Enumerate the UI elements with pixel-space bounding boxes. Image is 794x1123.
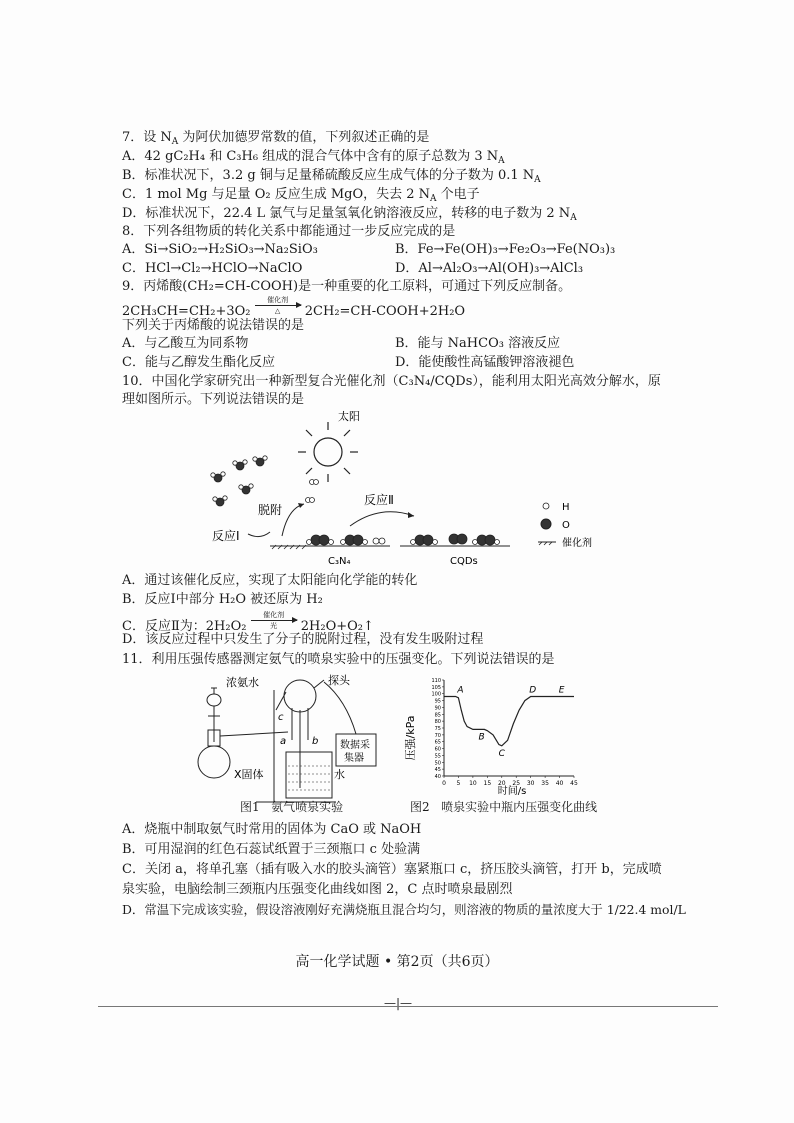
chart-x-tick-label: 20	[497, 780, 506, 787]
chart-x-tick-label: 10	[469, 780, 477, 787]
label-c: c	[278, 712, 284, 723]
chart-x-tick-label: 15	[483, 780, 492, 787]
chart-point-label: B	[478, 732, 485, 743]
chart-y-tick-label: 60	[434, 746, 441, 753]
q9-equation: 2CH₃CH=CH₂+3O₂ 催化剂 △ 2CH₂=CH-COOH+2H₂O	[122, 296, 466, 319]
fig-label-c3n4: C₃N₄	[328, 556, 351, 567]
bottom-rule	[98, 1006, 718, 1007]
q11-option-d: D．常温下完成该实验，假设溶液刚好充满烧瓶且混合均匀，则溶液的物质的量浓度大于 1/22.4 mol/L	[122, 902, 686, 917]
chart-x-tick-label: 45	[570, 780, 578, 787]
q10-option-c: C．反应Ⅱ为：2H₂O₂ 催化剂 光 2H₂O+O₂↑	[122, 611, 374, 634]
q10-option-b: B．反应Ⅰ中部分 H₂O 被还原为 H₂	[122, 592, 323, 607]
q8-option-c: C．HCl→Cl₂→HClO→NaClO	[122, 261, 303, 276]
q9-row1	[122, 336, 722, 352]
q7-option-b: B．标准状况下，3.2 g 铜与足量稀硫酸反应生成气体的分子数为 0.1 $N_A$	[122, 168, 541, 185]
legend-h: H	[562, 502, 570, 513]
flask-icon	[198, 746, 230, 778]
funnel-icon	[207, 694, 221, 706]
sun-icon	[298, 422, 358, 482]
chart-y-tick-label: 75	[434, 726, 441, 732]
q11-figure2-chart	[404, 672, 584, 797]
chart-y-tick-label: 90	[434, 705, 441, 712]
label-b: b	[312, 736, 319, 747]
q10-figure	[200, 408, 620, 568]
q7-option-a: A．42 gC₂H₄ 和 C₃H₆ 组成的混合气体中含有的原子总数为 3 $N_A$	[122, 149, 505, 166]
page-footer: 高一化学试题 • 第2页（共6页）	[295, 954, 499, 970]
q10-option-d: D．该反应过程中只发生了分子的脱附过程，没有发生吸附过程	[122, 632, 484, 647]
q11-stem: 11．利用压强传感器测定氨气的喷泉实验中的压强变化。下列说法错误的是	[122, 652, 555, 667]
chart-y-tick-label: 110	[431, 678, 441, 684]
label-solid: X固体	[234, 768, 264, 781]
q9-option-d: D．能使酸性高锰酸钾溶液褪色	[395, 355, 575, 370]
hydrogen-legend-icon	[543, 503, 549, 509]
chart-y-tick-label: 70	[434, 732, 441, 739]
reaction-arrow: 催化剂 △	[255, 296, 301, 315]
chart-xlabel: 时间/s	[497, 786, 527, 797]
legend-catalyst: 催化剂	[562, 538, 592, 549]
q10-stem-line2: 理如图所示。下列说法错误的是	[122, 392, 305, 407]
q8-option-a: A．Si→SiO₂→H₂SiO₃→Na₂SiO₃	[122, 242, 318, 257]
q11-option-c-line2: 泉实验，电脑绘制三颈瓶内压强变化曲线如图 2，C 点时喷泉最剧烈	[122, 882, 513, 897]
chart-y-tick-label: 105	[431, 684, 441, 691]
q9-option-a: A．与乙酸互为同系物	[122, 336, 249, 351]
chart-y-tick-label: 95	[434, 698, 441, 705]
chart-y-tick-label: 55	[434, 753, 441, 760]
chart-y-tick-label: 65	[434, 739, 441, 746]
q9-sub-stem: 下列关于丙烯酸的说法错误的是	[122, 318, 305, 333]
three-neck-flask-icon	[284, 680, 316, 712]
chart-y-tick-label: 40	[434, 774, 441, 780]
legend	[538, 502, 592, 549]
label-a: a	[280, 736, 287, 747]
chart-y-tick-label: 100	[431, 691, 441, 698]
q8-row2	[122, 261, 722, 277]
q7-option-d: D．标准状况下，22.4 L 氯气与足量氢氧化钠溶液反应，转移的电子数为 2 $N_A$	[122, 206, 577, 223]
label-collector-2: 集器	[344, 753, 364, 764]
q7-stem: 7．设 $N_A$ 为阿伏加德罗常数的值，下列叙述正确的是	[122, 130, 430, 147]
fig-label-desorb: 脱附	[258, 503, 283, 517]
fig-label-sun: 太阳	[338, 410, 360, 423]
hydrogen-molecules	[306, 480, 319, 503]
q11-option-b: B．可用湿润的红色石蕊试纸置于三颈瓶口 c 处验满	[122, 842, 421, 857]
chart-y-tick-label: 45	[434, 767, 441, 774]
page-mark: —|—	[384, 996, 413, 1010]
chart-x-tick-label: 30	[526, 780, 535, 787]
chart-point-label: E	[558, 685, 565, 696]
q8-option-d: D．Al→Al₂O₃→Al(OH)₃→AlCl₃	[395, 261, 584, 276]
chart-x-tick-label: 5	[456, 780, 461, 787]
fig-label-reaction2: 反应Ⅱ	[364, 493, 394, 507]
fig-label-reaction1: 反应Ⅰ	[212, 529, 240, 543]
chart-point-label: C	[498, 748, 505, 759]
reaction-arrow: 催化剂 光	[251, 611, 297, 630]
fig-label-cqds: CQDs	[450, 556, 478, 567]
q8-option-b: B．Fe→Fe(OH)₃→Fe₂O₃→Fe(NO₃)₃	[395, 242, 616, 257]
oxygen-legend-icon	[541, 519, 551, 529]
q11-figure1	[196, 670, 392, 816]
beaker-icon	[286, 752, 332, 798]
label-water: 水	[334, 768, 345, 781]
chart-y-tick-label: 50	[434, 760, 441, 767]
chart-x-tick-label: 25	[512, 780, 521, 787]
legend-o: O	[562, 520, 570, 531]
chart-point-label: D	[529, 685, 537, 696]
q9-option-b: B．能与 NaHCO₃ 溶液反应	[395, 336, 561, 351]
chart-point-label: A	[457, 685, 464, 696]
desorb-arrow	[282, 504, 304, 536]
chart-ylabel: 压强/kPa	[404, 715, 417, 761]
label-ammonia: 浓氨水	[226, 676, 259, 689]
label-collector-1: 数据采	[340, 740, 370, 751]
q8-stem: 8．下列各组物质的转化关系中都能通过一步反应完成的是	[122, 224, 456, 239]
fig2-caption: 图2 喷泉实验中瓶内压强变化曲线	[410, 800, 598, 814]
chart-x-tick-label: 0	[442, 780, 446, 787]
reaction2-arrow	[350, 512, 414, 526]
chart-y-tick-label: 85	[434, 712, 441, 719]
label-probe: 探头	[328, 674, 350, 687]
chart-x-tick-label: 40	[555, 780, 564, 787]
chart-x-tick-label: 35	[541, 780, 549, 787]
q9-option-c: C．能与乙醇发生酯化反应	[122, 355, 275, 370]
chart-series-line	[444, 697, 574, 746]
q9-stem: 9．丙烯酸(CH₂=CH-COOH)是一种重要的化工原料，可通过下列反应制备。	[122, 279, 572, 294]
fig1-caption: 图1 氨气喷泉实验	[240, 800, 344, 814]
water-molecules	[211, 456, 267, 506]
chart-y-tick-label: 80	[434, 719, 441, 726]
q11-option-c-line1: C．关闭 a，将单孔塞（插有吸入水的胶头滴管）塞紧瓶口 c，挤压胶头滴管，打开 b，完成喷	[122, 862, 662, 877]
q11-option-a: A．烧瓶中制取氨气时常用的固体为 CaO 或 NaOH	[122, 822, 422, 837]
q8-row1	[122, 242, 722, 258]
q7-option-c: C．1 mol Mg 与足量 O₂ 反应生成 MgO，失去 2 $N_A$ 个电子	[122, 187, 480, 204]
q10-option-a: A．通过该催化反应，实现了太阳能向化学能的转化	[122, 573, 418, 588]
q10-stem-line1: 10．中国化学家研究出一种新型复合光催化剂（C₃N₄/CQDs），能利用太阳光高效分解水，原	[122, 374, 661, 389]
q9-row2	[122, 355, 722, 371]
